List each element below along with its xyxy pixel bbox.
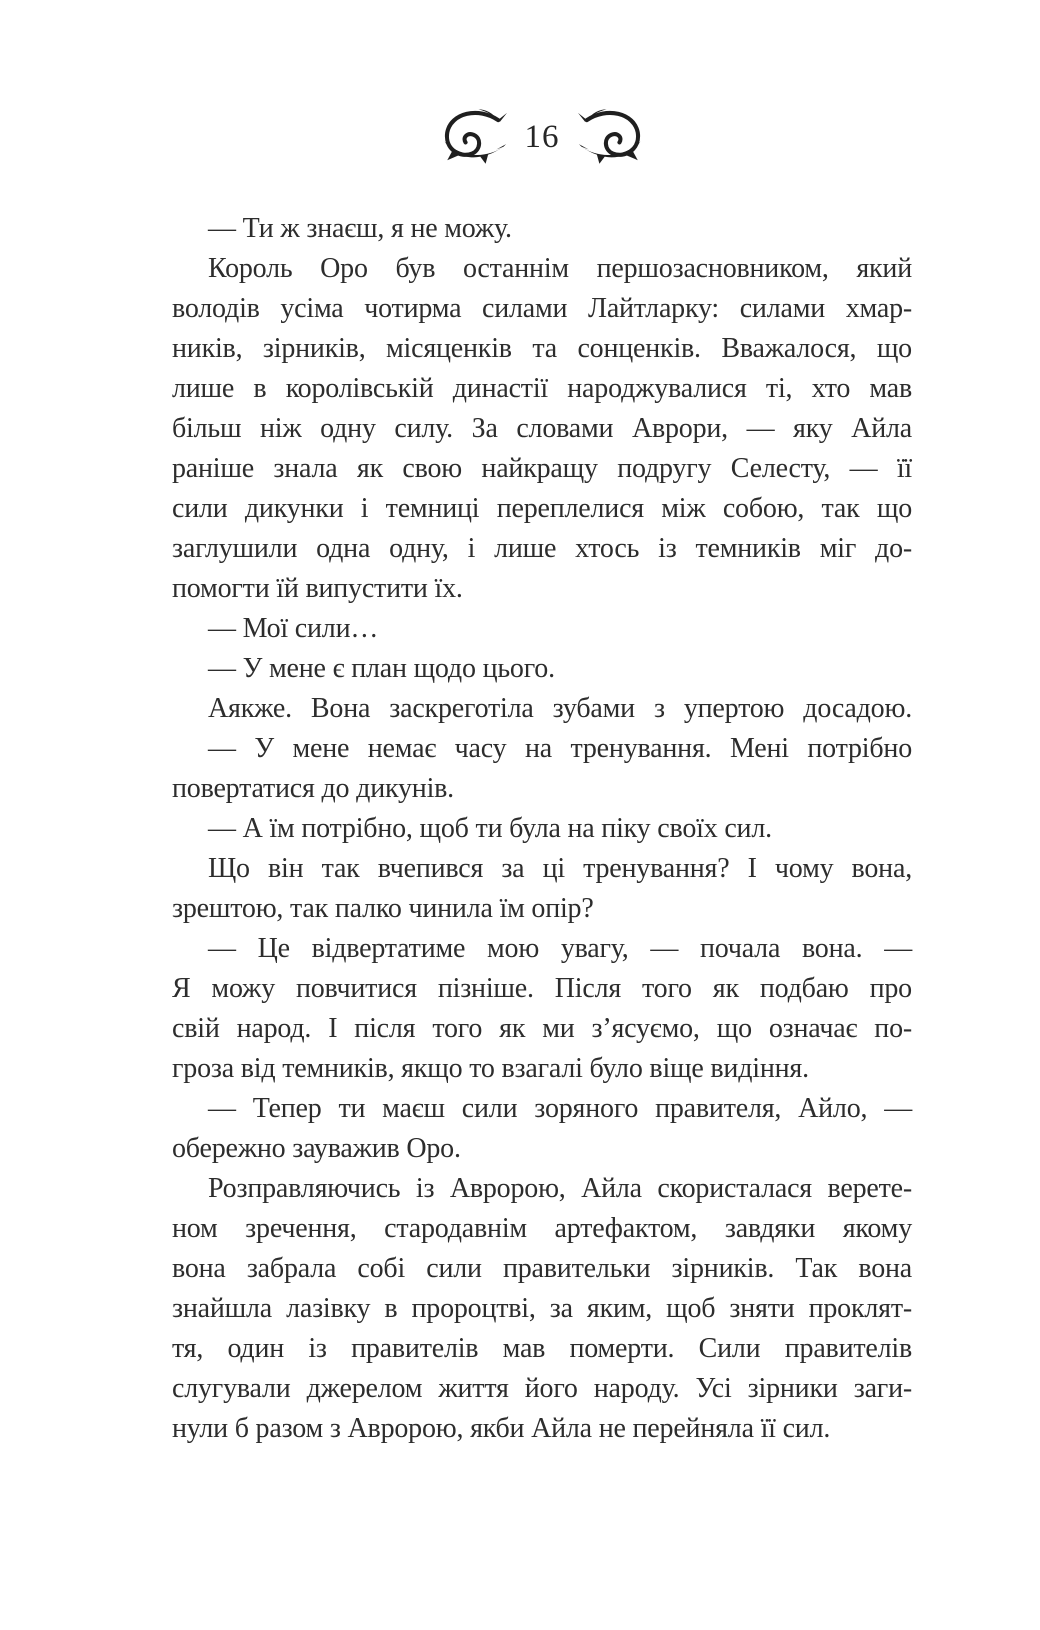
text-line: нули б разом з Авророю, якби Айла не перейняла її сил. [172, 1413, 831, 1444]
text-line: Я можу повчитися пізніше. Після того як подбаю про [172, 973, 912, 1004]
text-line: свій народ. І після того як ми з’ясуємо, що означає по- [172, 1013, 912, 1044]
text-line: більш ніж одну силу. За словами Аврори, — яку Айла [172, 413, 912, 444]
text-line: — Мої сили… [208, 613, 379, 644]
vine-flourish-left-icon [441, 109, 507, 165]
page-number: 16 [524, 119, 560, 155]
text-line: зрештою, так палко чинила їм опір? [172, 893, 594, 924]
text-line: — Це відвертатиме мою увагу, — почала вона. — [208, 933, 912, 964]
text-line: раніше знала як свою найкращу подругу Селесту, — її [172, 453, 912, 484]
text-line: лише в королівській династії народжувалися ті, хто мав [172, 373, 912, 404]
text-line: — Ти ж знаєш, я не можу. [208, 213, 512, 244]
text-line: ном зречення, стародавнім артефактом, завдяки якому [172, 1213, 912, 1244]
running-head [172, 108, 912, 166]
text-line: ників, зірників, місяценків та сонценків. Вважалося, що [172, 333, 912, 364]
text-line: повертатися до дикунів. [172, 773, 454, 804]
text-line: — Тепер ти маєш сили зоряного правителя, Айло, — [208, 1093, 912, 1124]
text-line: Розправляючись із Авророю, Айла скористалася верете- [208, 1173, 912, 1204]
text-line: гроза від темників, якщо то взагалі було віще видіння. [172, 1053, 809, 1084]
text-line: Аякже. Вона заскреготіла зубами з упертою досадою. [208, 693, 912, 724]
text-line: знайшла лазівку в пророцтві, за яким, щоб зняти проклят- [172, 1293, 912, 1324]
text-line: володів усіма чотирма силами Лайтларку: силами хмар- [172, 293, 912, 324]
text-line: слугували джерелом життя його народу. Усі зірники заги- [172, 1373, 912, 1404]
text-line: тя, один із правителів мав померти. Сили правителів [172, 1333, 912, 1364]
body-text [172, 209, 912, 1449]
vine-flourish-right-icon [578, 109, 644, 165]
text-line: вона забрала собі сили правительки зірників. Так вона [172, 1253, 912, 1284]
text-line: сили дикунки і темниці переплелися між собою, так що [172, 493, 912, 524]
text-line: помогти їй випустити їх. [172, 573, 463, 604]
text-line: — А їм потрібно, щоб ти була на піку своїх сил. [208, 813, 772, 844]
text-line: — У мене є план щодо цього. [208, 653, 555, 684]
text-line: заглушили одна одну, і лише хтось із темників міг до- [172, 533, 912, 564]
text-line: Що він так вчепився за ці тренування? І чому вона, [208, 853, 912, 884]
text-line: обережно зауважив Оро. [172, 1133, 461, 1164]
text-line: Король Оро був останнім першозасновником, який [208, 253, 912, 284]
text-line: — У мене немає часу на тренування. Мені потрібно [208, 733, 912, 764]
